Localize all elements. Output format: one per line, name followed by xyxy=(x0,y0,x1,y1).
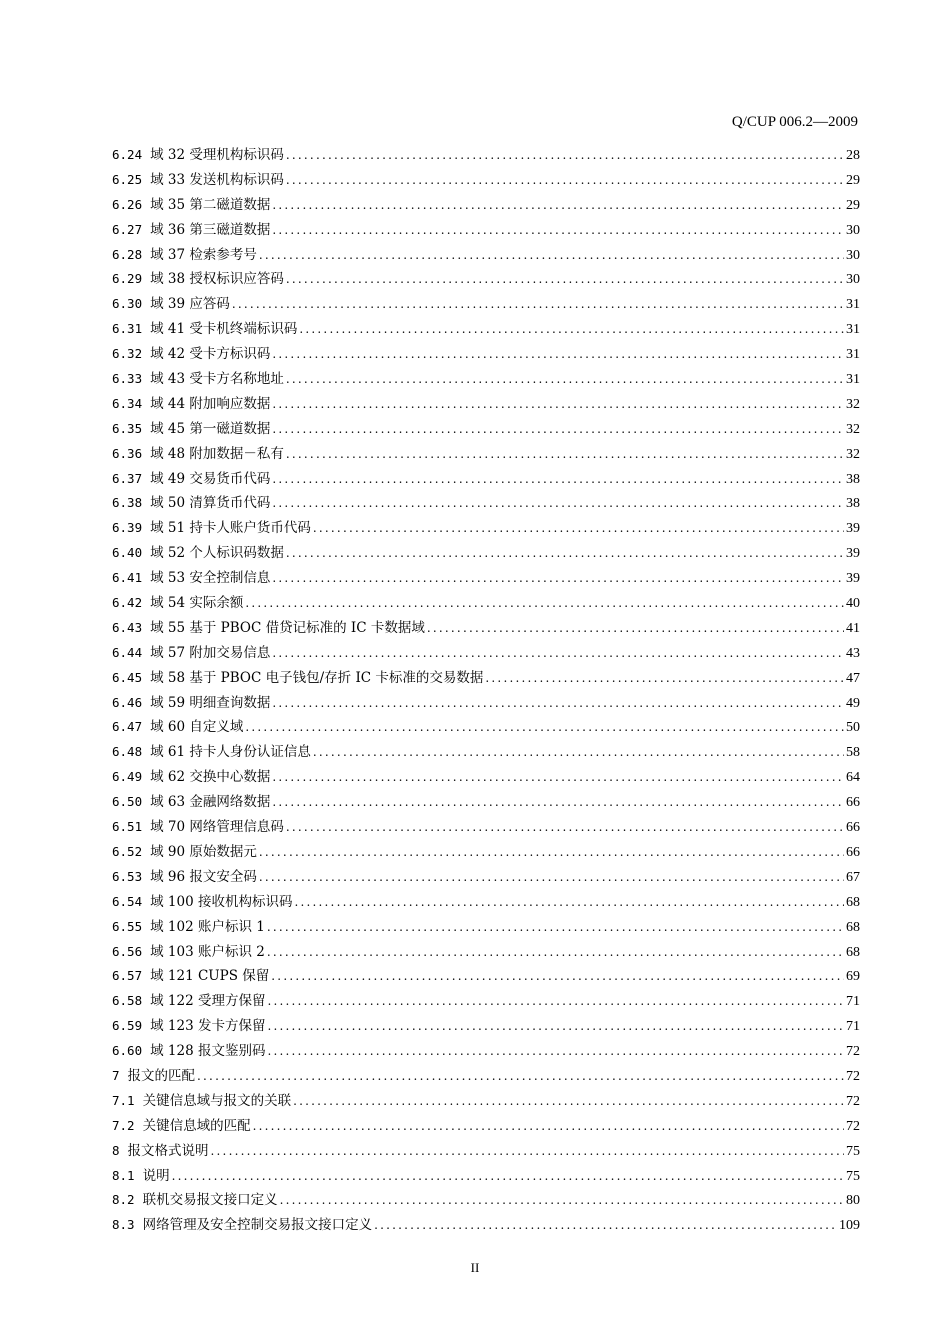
toc-entry-page: 68 xyxy=(846,944,860,960)
toc-entry-number: 6.39 xyxy=(112,520,143,536)
toc-dot-leader xyxy=(267,991,844,1011)
toc-entry-page: 67 xyxy=(846,869,860,885)
toc-dot-leader xyxy=(280,1190,844,1210)
toc-entry-number: 6.31 xyxy=(112,321,143,337)
toc-entry-page: 68 xyxy=(846,919,860,935)
toc-dot-leader xyxy=(259,842,844,862)
toc-entry[interactable] xyxy=(112,842,860,867)
toc-entry-title: 网络管理及安全控制交易报文接口定义 xyxy=(142,1217,373,1234)
toc-entry-page: 69 xyxy=(846,969,860,985)
toc-entry[interactable] xyxy=(112,568,860,593)
toc-dot-leader xyxy=(272,469,844,489)
toc-dot-leader xyxy=(267,1041,844,1061)
toc-entry[interactable] xyxy=(112,767,860,792)
toc-entry-title: 报文的匹配 xyxy=(127,1067,196,1084)
toc-dot-leader xyxy=(286,369,844,389)
toc-dot-leader xyxy=(299,319,844,339)
toc-entry-title: 域 38 授权标识应答码 xyxy=(150,271,284,288)
toc-dot-leader xyxy=(211,1141,844,1161)
toc-entry-number: 6.55 xyxy=(112,918,143,934)
toc-entry-number: 6.49 xyxy=(112,769,143,785)
toc-entry-number: 6.28 xyxy=(112,246,143,262)
toc-entry-page: 43 xyxy=(846,645,860,661)
toc-entry-title: 域 33 发送机构标识码 xyxy=(150,171,284,188)
toc-entry-number: 6.32 xyxy=(112,346,143,362)
toc-entry-page: 75 xyxy=(846,1143,860,1159)
toc-entry-number: 6.47 xyxy=(112,719,143,735)
toc-dot-leader xyxy=(267,942,844,962)
toc-entry-number: 7 xyxy=(112,1067,120,1083)
toc-dot-leader xyxy=(286,269,844,289)
toc-entry[interactable] xyxy=(112,643,860,668)
toc-entry-number: 6.56 xyxy=(112,943,143,959)
toc-entry-title: 域 53 安全控制信息 xyxy=(150,570,271,587)
toc-entry-title: 域 45 第一磁道数据 xyxy=(150,420,271,437)
toc-entry-title: 域 62 交换中心数据 xyxy=(150,769,271,786)
page-number: II xyxy=(470,1260,480,1275)
toc-entry-number: 6.59 xyxy=(112,1018,143,1034)
toc-entry[interactable] xyxy=(112,892,860,917)
toc-entry-number: 6.30 xyxy=(112,296,143,312)
toc-entry[interactable] xyxy=(112,220,860,245)
toc-dot-leader xyxy=(313,518,844,538)
toc-entry-number: 8.2 xyxy=(112,1192,135,1208)
toc-entry-page: 31 xyxy=(846,322,860,338)
toc-entry[interactable] xyxy=(112,942,860,967)
toc-entry-number: 6.36 xyxy=(112,445,143,461)
toc-entry-page: 66 xyxy=(846,820,860,836)
toc-entry-page: 31 xyxy=(846,297,860,313)
toc-entry-title: 域 90 原始数据元 xyxy=(150,843,257,860)
toc-entry-number: 6.24 xyxy=(112,147,143,162)
toc-dot-leader xyxy=(259,867,844,887)
toc-dot-leader xyxy=(272,493,844,513)
toc-entry[interactable] xyxy=(112,170,860,195)
toc-entry-page: 39 xyxy=(846,571,860,587)
toc-entry-title: 域 57 附加交易信息 xyxy=(150,644,271,661)
toc-entry[interactable] xyxy=(112,145,860,170)
toc-entry-title: 域 55 基于 PBOC 借贷记标准的 IC 卡数据域 xyxy=(150,619,425,636)
toc-entry[interactable] xyxy=(112,1166,860,1191)
toc-entry-title: 域 58 基于 PBOC 电子钱包/存折 IC 卡标准的交易数据 xyxy=(150,669,484,686)
toc-entry[interactable] xyxy=(112,693,860,718)
toc-entry-page: 32 xyxy=(846,446,860,462)
toc-entry-page: 50 xyxy=(846,720,860,736)
toc-entry-page: 30 xyxy=(846,247,860,263)
toc-entry-number: 8.1 xyxy=(112,1167,135,1183)
toc-entry-page: 38 xyxy=(846,496,860,512)
toc-entry-page: 58 xyxy=(846,745,860,761)
toc-dot-leader xyxy=(245,593,844,613)
toc-entry-page: 39 xyxy=(846,521,860,537)
toc-entry-title: 域 70 网络管理信息码 xyxy=(150,819,284,836)
toc-entry-number: 6.40 xyxy=(112,545,143,561)
toc-entry[interactable] xyxy=(112,593,860,618)
toc-entry-number: 6.45 xyxy=(112,669,143,685)
toc-entry-number: 6.58 xyxy=(112,993,143,1009)
toc-entry-number: 6.60 xyxy=(112,1043,143,1059)
toc-entry[interactable] xyxy=(112,344,860,369)
toc-entry[interactable] xyxy=(112,469,860,494)
toc-entry-page: 72 xyxy=(846,1093,860,1109)
toc-entry[interactable] xyxy=(112,419,860,444)
toc-entry-page: 72 xyxy=(846,1068,860,1084)
toc-entry-number: 8 xyxy=(112,1142,120,1158)
toc-dot-leader xyxy=(267,917,844,937)
toc-entry-number: 6.54 xyxy=(112,893,143,909)
toc-dot-leader xyxy=(232,294,844,314)
toc-dot-leader xyxy=(259,245,844,265)
toc-entry-title: 关键信息域与报文的关联 xyxy=(142,1092,292,1109)
toc-entry-number: 6.29 xyxy=(112,271,143,287)
toc-entry-page: 31 xyxy=(846,347,860,363)
toc-entry-number: 7.1 xyxy=(112,1092,135,1108)
toc-entry-title: 域 121 CUPS 保留 xyxy=(150,968,270,985)
toc-entry-number: 6.27 xyxy=(112,221,143,237)
toc-dot-leader xyxy=(272,419,844,439)
toc-entry[interactable] xyxy=(112,867,860,892)
toc-entry[interactable] xyxy=(112,1215,860,1240)
toc-dot-leader xyxy=(272,792,844,812)
toc-entry-page: 64 xyxy=(846,770,860,786)
toc-entry-page: 38 xyxy=(846,471,860,487)
toc-entry[interactable] xyxy=(112,245,860,270)
toc-entry[interactable] xyxy=(112,369,860,394)
toc-entry-number: 6.34 xyxy=(112,395,143,411)
toc-entry[interactable] xyxy=(112,742,860,767)
table-of-contents xyxy=(112,145,860,1240)
toc-dot-leader xyxy=(272,344,844,364)
toc-entry-title: 域 128 报文鉴别码 xyxy=(150,1043,266,1060)
toc-entry[interactable] xyxy=(112,1041,860,1066)
toc-entry-number: 6.25 xyxy=(112,171,143,187)
toc-dot-leader xyxy=(197,1066,844,1086)
toc-entry-title: 域 41 受卡机终端标识码 xyxy=(150,321,298,338)
toc-entry-page: 71 xyxy=(846,994,860,1010)
toc-entry-title: 域 39 应答码 xyxy=(150,296,230,313)
toc-entry-number: 6.38 xyxy=(112,495,143,511)
toc-entry[interactable] xyxy=(112,1066,860,1091)
toc-entry-page: 30 xyxy=(846,272,860,288)
toc-entry-title: 报文格式说明 xyxy=(127,1142,209,1159)
toc-entry-page: 71 xyxy=(846,1019,860,1035)
toc-entry-title: 域 42 受卡方标识码 xyxy=(150,346,271,363)
toc-entry-title: 域 59 明细查询数据 xyxy=(150,694,271,711)
toc-entry-page: 28 xyxy=(846,148,860,163)
toc-entry[interactable] xyxy=(112,1190,860,1215)
toc-entry[interactable] xyxy=(112,294,860,319)
toc-entry-page: 47 xyxy=(846,670,860,686)
document-code: Q/CUP 006.2—2009 xyxy=(731,114,858,130)
toc-entry[interactable] xyxy=(112,717,860,742)
toc-dot-leader xyxy=(485,668,844,688)
toc-entry-page: 29 xyxy=(846,197,860,213)
toc-entry-title: 域 61 持卡人身份认证信息 xyxy=(150,744,311,761)
toc-dot-leader xyxy=(286,444,844,464)
toc-dot-leader xyxy=(272,568,844,588)
toc-dot-leader xyxy=(172,1166,844,1186)
toc-entry-title: 域 35 第二磁道数据 xyxy=(150,196,271,213)
toc-entry[interactable] xyxy=(112,792,860,817)
toc-entry[interactable] xyxy=(112,991,860,1016)
toc-entry[interactable] xyxy=(112,195,860,220)
toc-dot-leader xyxy=(272,195,844,215)
toc-entry-title: 域 102 账户标识 1 xyxy=(150,918,265,935)
toc-dot-leader xyxy=(272,643,844,663)
toc-entry-title: 域 54 实际余额 xyxy=(150,595,244,612)
toc-entry-title: 域 60 自定义域 xyxy=(150,719,244,736)
toc-dot-leader xyxy=(374,1215,837,1235)
toc-entry[interactable] xyxy=(112,543,860,568)
toc-dot-leader xyxy=(286,145,844,165)
toc-entry-page: 41 xyxy=(846,620,860,636)
toc-entry-page: 30 xyxy=(846,222,860,238)
toc-entry-page: 66 xyxy=(846,795,860,811)
toc-dot-leader xyxy=(313,742,844,762)
toc-entry-number: 6.35 xyxy=(112,420,143,436)
toc-entry-number: 6.33 xyxy=(112,371,143,387)
toc-entry[interactable] xyxy=(112,1141,860,1166)
toc-dot-leader xyxy=(286,817,844,837)
toc-entry-page: 40 xyxy=(846,596,860,612)
toc-dot-leader xyxy=(245,717,844,737)
toc-entry-page: 72 xyxy=(846,1044,860,1060)
toc-entry[interactable] xyxy=(112,1116,860,1141)
toc-dot-leader xyxy=(294,892,844,912)
toc-entry-title: 域 100 接收机构标识码 xyxy=(150,893,293,910)
toc-entry-number: 6.50 xyxy=(112,794,143,810)
toc-entry-title: 域 32 受理机构标识码 xyxy=(150,147,284,163)
toc-entry-page: 68 xyxy=(846,894,860,910)
toc-dot-leader xyxy=(271,966,844,986)
toc-entry-title: 域 49 交易货币代码 xyxy=(150,470,271,487)
toc-entry[interactable] xyxy=(112,444,860,469)
toc-entry[interactable] xyxy=(112,817,860,842)
toc-entry-number: 6.52 xyxy=(112,843,143,859)
toc-entry-title: 域 96 报文安全码 xyxy=(150,868,257,885)
toc-entry-number: 6.51 xyxy=(112,819,143,835)
toc-entry-title: 域 37 检索参考号 xyxy=(150,246,257,263)
toc-dot-leader xyxy=(293,1091,844,1111)
toc-entry-page: 32 xyxy=(846,421,860,437)
toc-dot-leader xyxy=(267,1016,844,1036)
toc-entry-title: 域 48 附加数据－私有 xyxy=(150,445,284,462)
toc-entry-title: 域 44 附加响应数据 xyxy=(150,395,271,412)
toc-entry-number: 6.53 xyxy=(112,868,143,884)
toc-entry[interactable] xyxy=(112,319,860,344)
toc-entry-title: 域 36 第三磁道数据 xyxy=(150,221,271,238)
toc-entry[interactable] xyxy=(112,518,860,543)
toc-entry-title: 域 51 持卡人账户货币代码 xyxy=(150,520,311,537)
toc-entry-number: 6.41 xyxy=(112,570,143,586)
toc-entry-page: 80 xyxy=(846,1193,860,1209)
toc-dot-leader xyxy=(272,693,844,713)
toc-entry[interactable] xyxy=(112,394,860,419)
toc-dot-leader xyxy=(272,220,844,240)
toc-entry-title: 域 52 个人标识码数据 xyxy=(150,545,284,562)
toc-entry[interactable] xyxy=(112,917,860,942)
toc-entry-page: 31 xyxy=(846,372,860,388)
toc-dot-leader xyxy=(286,170,844,190)
toc-entry-page: 72 xyxy=(846,1118,860,1134)
toc-entry-title: 域 43 受卡方名称地址 xyxy=(150,371,284,388)
toc-entry-page: 66 xyxy=(846,844,860,860)
toc-entry-title: 域 123 发卡方保留 xyxy=(150,1018,266,1035)
toc-entry[interactable] xyxy=(112,269,860,294)
toc-entry[interactable] xyxy=(112,1091,860,1116)
toc-entry-number: 6.46 xyxy=(112,694,143,710)
toc-entry-title: 域 103 账户标识 2 xyxy=(150,943,265,960)
toc-entry-number: 6.37 xyxy=(112,470,143,486)
toc-dot-leader xyxy=(427,618,844,638)
toc-entry-number: 6.44 xyxy=(112,644,143,660)
toc-entry-title: 关键信息域的匹配 xyxy=(142,1117,251,1134)
toc-entry[interactable] xyxy=(112,493,860,518)
toc-entry-number: 6.43 xyxy=(112,619,143,635)
toc-entry-page: 32 xyxy=(846,396,860,412)
toc-dot-leader xyxy=(272,394,844,414)
toc-entry[interactable] xyxy=(112,618,860,643)
toc-entry-number: 6.26 xyxy=(112,196,143,212)
toc-entry-title: 联机交易报文接口定义 xyxy=(142,1192,278,1209)
toc-entry-title: 域 63 金融网络数据 xyxy=(150,794,271,811)
toc-entry-title: 说明 xyxy=(142,1167,170,1184)
toc-entry-page: 39 xyxy=(846,546,860,562)
toc-entry-title: 域 50 清算货币代码 xyxy=(150,495,271,512)
toc-entry[interactable] xyxy=(112,668,860,693)
toc-entry-number: 6.42 xyxy=(112,595,143,611)
toc-entry-page: 75 xyxy=(846,1168,860,1184)
toc-dot-leader xyxy=(272,767,844,787)
toc-entry-number: 8.3 xyxy=(112,1217,135,1233)
toc-entry-page: 109 xyxy=(839,1218,860,1234)
toc-dot-leader xyxy=(286,543,844,563)
toc-dot-leader xyxy=(253,1116,844,1136)
toc-entry-title: 域 122 受理方保留 xyxy=(150,993,266,1010)
toc-entry-page: 49 xyxy=(846,695,860,711)
toc-entry[interactable] xyxy=(112,1016,860,1041)
toc-entry[interactable] xyxy=(112,966,860,991)
toc-entry-page: 29 xyxy=(846,172,860,188)
toc-entry-number: 7.2 xyxy=(112,1117,135,1133)
toc-entry-number: 6.48 xyxy=(112,744,143,760)
toc-entry-number: 6.57 xyxy=(112,968,143,984)
